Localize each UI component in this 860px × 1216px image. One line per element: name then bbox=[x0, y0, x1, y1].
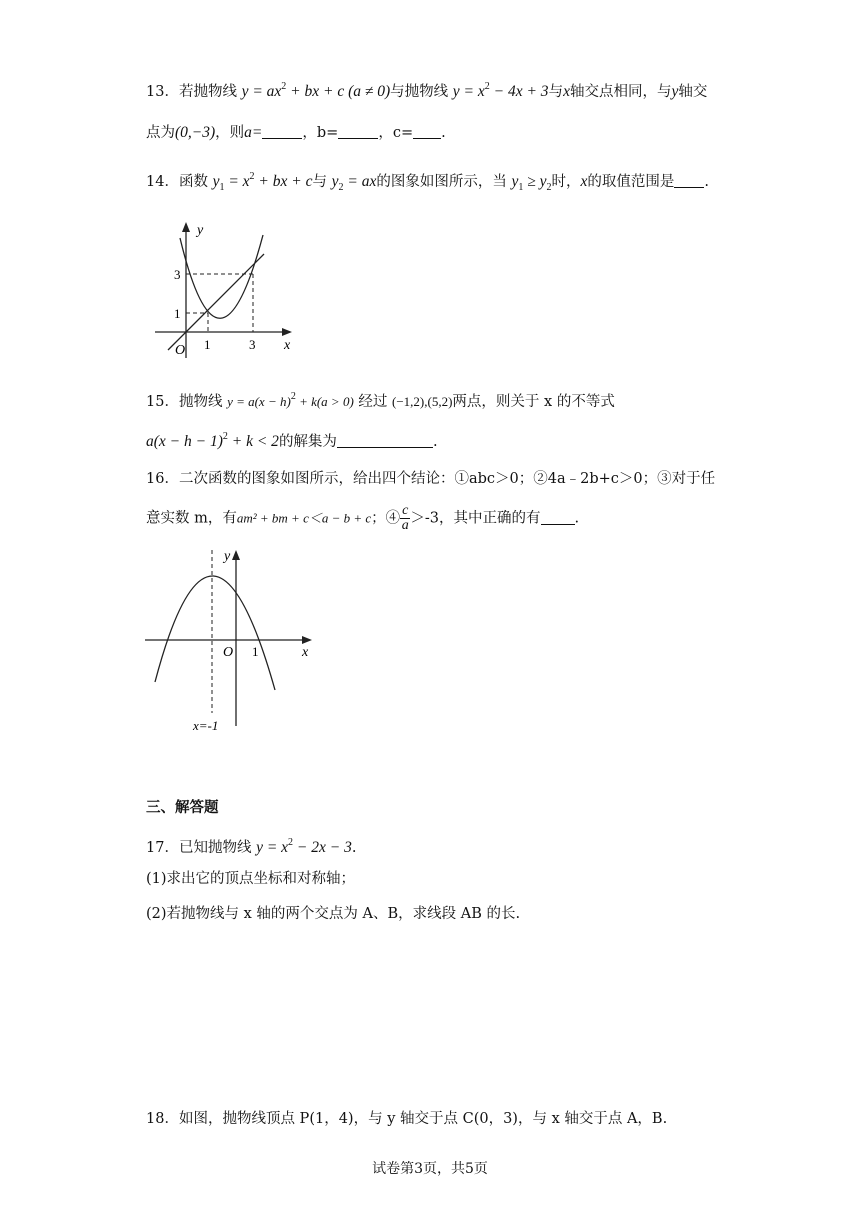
var: x bbox=[580, 173, 588, 190]
answer-blank-c[interactable] bbox=[413, 124, 441, 139]
text: 若抛物线 bbox=[178, 84, 237, 100]
answer-blank[interactable] bbox=[541, 510, 575, 525]
text: ，则 bbox=[215, 125, 245, 141]
text: 的解集为 bbox=[278, 434, 337, 450]
text: 经过 bbox=[358, 394, 388, 410]
equation: $y_2$ = ax bbox=[331, 173, 377, 193]
inequality: $a(x - h - 1)^2 + k < 2$ bbox=[146, 431, 279, 450]
x-axis-label: x bbox=[284, 338, 291, 353]
question-13-line-2: 点为(0,−3)，则a= ，b= ，c= . bbox=[146, 124, 446, 141]
question-17: 17．已知抛物线 $y = x^2 - 2x - 3$. bbox=[146, 837, 357, 856]
label-a: a= bbox=[244, 124, 263, 141]
equation: $y = a(x - h)^2 + k(a > 0)$ bbox=[227, 391, 354, 409]
points: (−1,2),(5,2) bbox=[392, 394, 453, 409]
question-17-part-1: (1)求出它的顶点坐标和对称轴； bbox=[146, 871, 356, 887]
tick-x-3: 3 bbox=[249, 337, 256, 352]
text: 已知抛物线 bbox=[178, 840, 252, 856]
tick-x-1: 1 bbox=[204, 337, 211, 352]
question-15-line-1 bbox=[146, 386, 615, 413]
origin-label: O bbox=[175, 343, 186, 358]
answer-blank-a[interactable] bbox=[262, 124, 302, 139]
condition: $y_1 \ge y_2$ bbox=[511, 173, 552, 193]
text: 轴交 bbox=[678, 84, 708, 100]
section-heading: 三、解答题 bbox=[146, 800, 219, 816]
var: x bbox=[563, 83, 570, 100]
y-axis-label: y bbox=[197, 223, 204, 238]
equation: $y = x^2 - 2x - 3$ bbox=[256, 837, 352, 856]
text: 函数 bbox=[178, 174, 208, 190]
text: 时， bbox=[551, 174, 581, 190]
text: ＞-3，其中正确的有 bbox=[410, 510, 541, 527]
question-number: 17． bbox=[146, 840, 179, 856]
text: 轴交点相同，与 bbox=[569, 84, 672, 100]
question-18: 18．如图，抛物线顶点 P(1，4)，与 y 轴交于点 C(0，3)，与 x 轴交于点 A，B. bbox=[146, 1111, 668, 1127]
text: 抛物线 bbox=[178, 394, 223, 410]
text: 与 bbox=[548, 84, 564, 100]
equation: $y = ax^2$ + bx + c (a ≠ 0) bbox=[241, 81, 391, 100]
question-16-line-2: 意实数 m，有am² + bm + c＜a − b + c；④ $\frac{c}{a}$ ＞-3，其中正确的有 . bbox=[146, 503, 580, 533]
text: ；④ bbox=[371, 510, 401, 527]
text: 与抛物线 bbox=[390, 84, 449, 100]
text: 意实数 m，有 bbox=[146, 510, 237, 527]
answer-blank[interactable] bbox=[674, 173, 704, 188]
page-footer: 试卷第3页，共5页 bbox=[372, 1161, 488, 1177]
equation: $y_1 = x^2$ + bx + c bbox=[212, 171, 313, 193]
question-number: 14． bbox=[146, 174, 179, 190]
answer-blank[interactable] bbox=[337, 433, 433, 448]
question-16-line-1 bbox=[146, 468, 715, 490]
label-c: ，c= bbox=[378, 125, 414, 141]
y-axis-label: y bbox=[224, 549, 231, 564]
text: 的图象如图所示，当 bbox=[376, 174, 507, 190]
tick-x-1: 1 bbox=[252, 644, 259, 659]
tick-y-3: 3 bbox=[174, 267, 181, 282]
fraction-c-over-a: $\frac{c}{a}$ bbox=[401, 503, 409, 533]
question-15-line-2: $a(x - h - 1)^2 + k < 2$的解集为 . bbox=[146, 431, 438, 450]
label-b: ，b= bbox=[302, 125, 339, 141]
question-13-line-1 bbox=[146, 76, 707, 103]
text: 二次函数的图象如图所示，给出四个结论：①abc＞0；②4a﹣2b+c＞0；③对于任 bbox=[178, 471, 716, 487]
answer-blank-b[interactable] bbox=[338, 124, 378, 139]
symmetry-axis-label: x=-1 bbox=[193, 718, 219, 733]
question-number: 16． bbox=[146, 471, 179, 487]
tick-y-1: 1 bbox=[174, 306, 181, 321]
origin-label: O bbox=[223, 645, 234, 660]
question-17-part-2: (2)若抛物线与 x 轴的两个交点为 A、B，求线段 AB 的长. bbox=[146, 906, 521, 922]
point: (0,−3) bbox=[175, 124, 216, 141]
text: 两点，则关于 x 的不等式 bbox=[452, 394, 615, 410]
question-14: 14．函数 $y_1 = x^2$ + bx + c与 $y_2$ = ax的图象如图所示，当 $y_1 \ge y_2$时，x的取值范围是 . bbox=[146, 171, 709, 193]
text: 与 bbox=[312, 174, 327, 190]
graph-q16 bbox=[140, 548, 320, 738]
inequality: am² + bm + c＜a − b + c bbox=[236, 510, 372, 526]
equation: $y = x^2 - 4x + 3$ bbox=[452, 81, 549, 100]
question-number: 13． bbox=[146, 84, 179, 100]
x-axis-label: x bbox=[302, 645, 309, 660]
question-number: 15． bbox=[146, 394, 179, 410]
graph-q14 bbox=[150, 218, 300, 363]
text: 的取值范围是 bbox=[587, 174, 675, 190]
var: y bbox=[671, 83, 679, 100]
text: 点为 bbox=[146, 125, 175, 141]
